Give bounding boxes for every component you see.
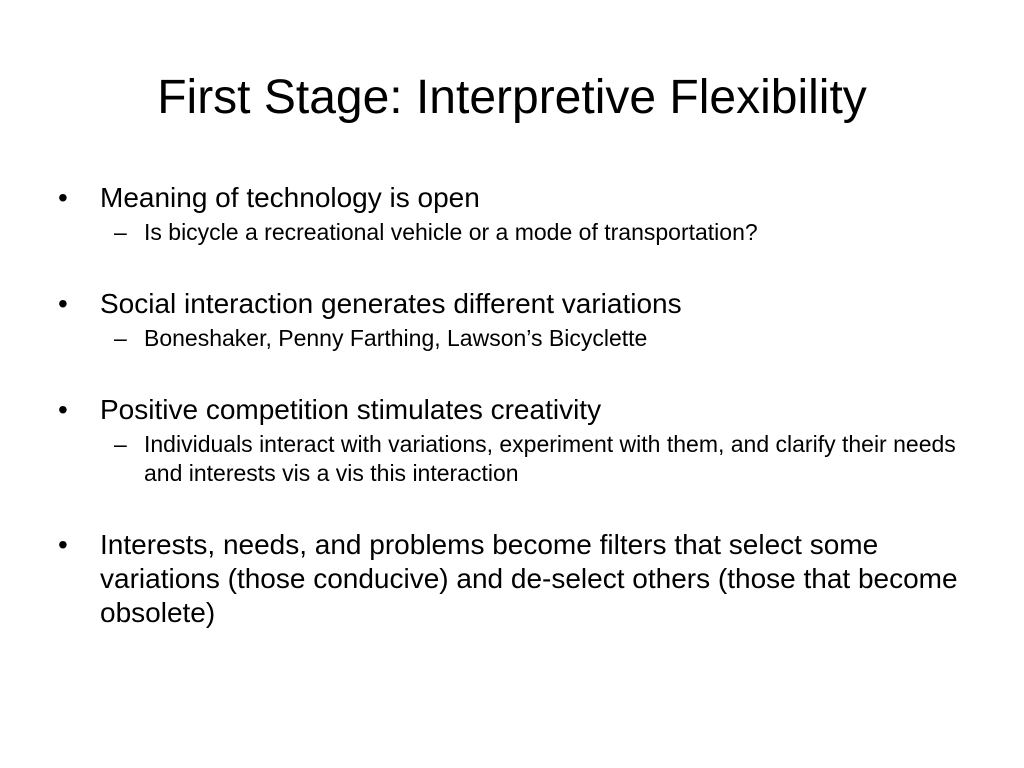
sub-bullet-item xyxy=(58,324,958,353)
bullet-icon: • xyxy=(58,288,68,319)
sub-bullet-text: Is bicycle a recreational vehicle or a mode of transportation? xyxy=(144,219,758,245)
bullet-icon: • xyxy=(58,182,68,213)
sub-bullet-text: Boneshaker, Penny Farthing, Lawson’s Bicyclette xyxy=(144,325,648,351)
slide-title: First Stage: Interpretive Flexibility xyxy=(157,71,867,124)
bullet-group-3 xyxy=(58,393,958,488)
dash-icon: – xyxy=(114,325,127,351)
sub-bullet-item xyxy=(58,218,958,247)
bullet-icon: • xyxy=(58,394,68,425)
bullet-icon: • xyxy=(58,529,68,560)
dash-icon: – xyxy=(114,431,127,457)
sub-bullet-text: Individuals interact with variations, experiment with them, and clarify their needs and interests vis a vis this interaction xyxy=(144,431,956,486)
bullet-item xyxy=(58,393,958,427)
sub-bullet-item xyxy=(58,430,958,488)
bullet-text: Social interaction generates different variations xyxy=(100,288,682,319)
bullet-item xyxy=(58,287,958,321)
bullet-text: Meaning of technology is open xyxy=(100,182,480,213)
dash-icon: – xyxy=(114,219,127,245)
bullet-text: Positive competition stimulates creativity xyxy=(100,394,602,425)
bullet-group-4 xyxy=(58,528,958,630)
bullet-item xyxy=(58,181,958,215)
bullet-item xyxy=(58,528,958,630)
bullet-group-1 xyxy=(58,181,958,247)
bullet-text: Interests, needs, and problems become filters that select some variations (those conducive) and de-select others (those that become obsolete) xyxy=(100,529,958,628)
bullet-group-2 xyxy=(58,287,958,353)
bullet-list xyxy=(58,181,958,630)
